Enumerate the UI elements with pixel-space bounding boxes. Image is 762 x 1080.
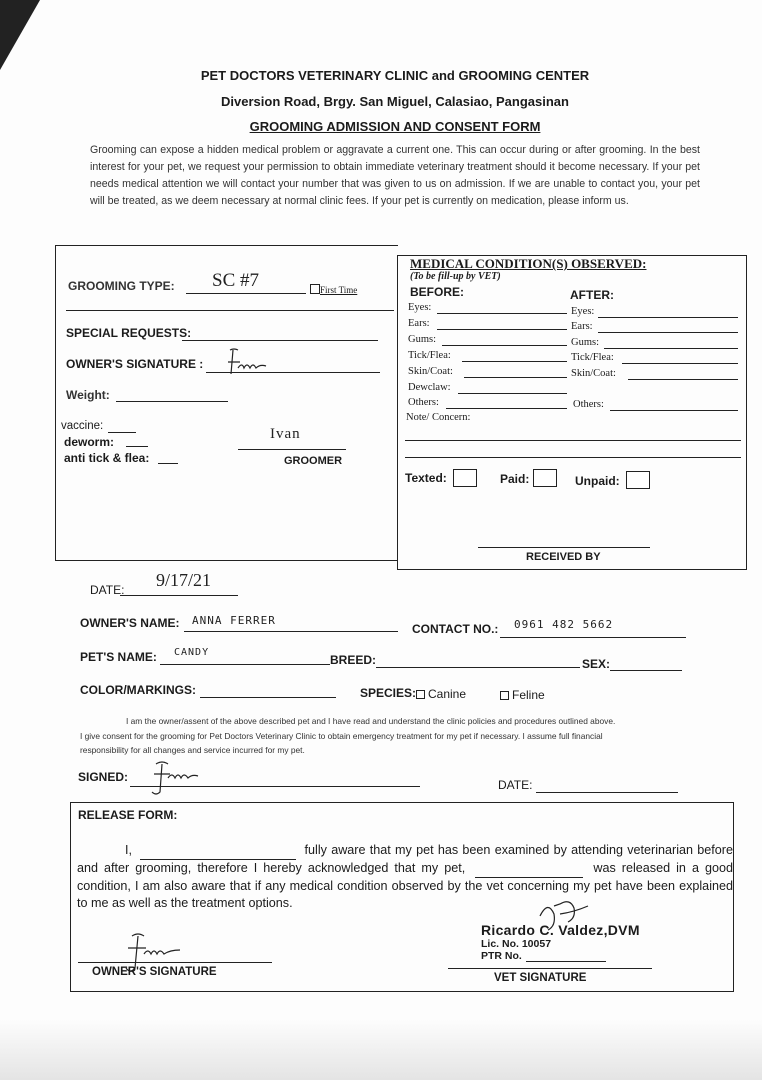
date-value: 9/17/21: [156, 570, 212, 590]
before-others-label: Others:: [408, 397, 439, 408]
before-ears-label: Ears:: [408, 318, 430, 329]
grooming-type-value: SC #7: [212, 270, 259, 291]
canine-checkbox[interactable]: [416, 690, 425, 699]
scan-corner-shadow: [0, 0, 40, 70]
weight-label: Weight:: [66, 388, 110, 402]
grooming-extra-line: [66, 310, 394, 311]
owner-signature-scribble: [220, 346, 270, 378]
feline-label: Feline: [512, 688, 545, 702]
after-ears-line[interactable]: [598, 332, 738, 333]
sex-label: SEX:: [582, 657, 611, 671]
vet-ptr: PTR No.: [481, 950, 522, 962]
before-dewclaw-line[interactable]: [458, 393, 567, 394]
texted-label: Texted:: [405, 471, 447, 485]
before-eyes-line[interactable]: [437, 313, 567, 314]
vet-license: Lic. No. 10057: [481, 938, 552, 950]
consent-line-3: responsibility for all changes and service incurred for my pet.: [80, 745, 305, 755]
groomer-name: Ivan: [270, 426, 301, 442]
groomer-line[interactable]: [238, 449, 346, 450]
release-text-3: was released in a good condition, I am also aware that if any medical condition observed by the vet concerning my pet have been explained to me as well as the treatment options.: [77, 861, 734, 910]
date-label: DATE:: [90, 583, 125, 597]
intro-paragraph: Grooming can expose a hidden medical problem or aggravate a current one. This can occur during or after grooming. In the best interest for your pet, we request your permission to obtain immediate veterinary treatment should it become necessary. If your pet needs medical attention we will contact your number that was given to us on admission. If we are unable to contact you, your pet will be treated, as we deem necessary at normal clinic fees. If your pet is currently on medication, please inform us.: [90, 144, 700, 207]
canine-option[interactable]: [416, 687, 466, 701]
deworm-line[interactable]: [126, 446, 148, 447]
owner-name-value: ANNA FERRER: [192, 614, 276, 627]
vet-signature-line[interactable]: [448, 968, 652, 969]
species-label: SPECIES:: [360, 686, 417, 700]
paid-label: Paid:: [500, 472, 530, 486]
before-dewclaw-label: Dewclaw:: [408, 382, 451, 393]
before-ears-line[interactable]: [437, 329, 567, 330]
contact-label: CONTACT NO.:: [412, 622, 499, 636]
before-others-line[interactable]: [446, 408, 567, 409]
owner-name-label: OWNER'S NAME:: [80, 616, 180, 630]
pet-name-line[interactable]: [160, 664, 330, 665]
after-tick-line[interactable]: [622, 363, 738, 364]
pet-name-value: CANDY: [174, 647, 210, 658]
consent-date-label: DATE:: [498, 778, 533, 792]
clinic-name: PET DOCTORS VETERINARY CLINIC and GROOMING CENTER: [200, 68, 590, 83]
owner-signature-label: OWNER'S SIGNATURE :: [66, 357, 204, 371]
release-form-title: RELEASE FORM:: [78, 808, 178, 822]
groomer-label: GROOMER: [284, 455, 343, 467]
first-time-checkbox[interactable]: [310, 284, 320, 294]
vaccine-label: vaccine:: [61, 420, 104, 432]
release-owner-blank[interactable]: [140, 842, 296, 860]
before-gums-line[interactable]: [442, 345, 567, 346]
paid-checkbox[interactable]: [533, 469, 557, 487]
after-gums-line[interactable]: [604, 348, 738, 349]
after-eyes-label: Eyes:: [571, 306, 595, 317]
after-skin-line[interactable]: [628, 379, 738, 380]
signed-label: SIGNED:: [78, 770, 129, 784]
feline-checkbox[interactable]: [500, 691, 509, 700]
special-requests-line[interactable]: [182, 340, 378, 341]
release-paragraph: [77, 842, 733, 912]
vet-signature-label: VET SIGNATURE: [494, 972, 587, 984]
medical-subtitle: (To be fill-up by VET): [410, 271, 501, 282]
owner-signature-release-line[interactable]: [78, 962, 272, 963]
release-pet-blank[interactable]: [475, 860, 583, 878]
after-tick-label: Tick/Flea:: [571, 352, 614, 363]
anti-tick-line[interactable]: [158, 463, 178, 464]
anti-tick-label: anti tick & flea:: [64, 451, 150, 465]
vet-name: Ricardo C. Valdez,DVM: [481, 922, 640, 938]
medical-title: MEDICAL CONDITION(S) OBSERVED:: [410, 256, 647, 271]
clinic-address: Diversion Road, Brgy. San Miguel, Calasiao, Pangasinan: [221, 94, 569, 109]
note-concern-label: Note/ Concern:: [406, 412, 471, 423]
breed-line[interactable]: [376, 667, 580, 668]
owner-signature-release-label: OWNER'S SIGNATURE: [92, 966, 217, 978]
contact-line[interactable]: [500, 637, 686, 638]
received-by-label: RECEIVED BY: [526, 551, 601, 563]
signed-signature-scribble: [148, 758, 200, 798]
after-skin-label: Skin/Coat:: [571, 368, 616, 379]
owner-name-line[interactable]: [184, 631, 398, 632]
before-skin-label: Skin/Coat:: [408, 366, 453, 377]
consent-date-line[interactable]: [536, 792, 678, 793]
vaccine-line[interactable]: [108, 432, 136, 433]
received-by-line[interactable]: [478, 547, 650, 548]
date-line[interactable]: [120, 595, 238, 596]
before-gums-label: Gums:: [408, 334, 437, 345]
after-others-label: Others:: [573, 399, 604, 410]
before-eyes-label: Eyes:: [408, 302, 432, 313]
note-line-2[interactable]: [405, 457, 741, 458]
before-skin-line[interactable]: [464, 377, 567, 378]
after-eyes-line[interactable]: [598, 317, 738, 318]
after-gums-label: Gums:: [571, 337, 600, 348]
grooming-type-label: GROOMING TYPE:: [68, 279, 175, 293]
canine-label: Canine: [428, 687, 467, 701]
weight-line[interactable]: [116, 401, 228, 402]
release-text-i: I,: [125, 843, 132, 857]
deworm-label: deworm:: [64, 435, 115, 449]
contact-value: 0961 482 5662: [514, 618, 614, 631]
sex-line[interactable]: [610, 670, 682, 671]
unpaid-label: Unpaid:: [575, 474, 620, 488]
special-requests-label: SPECIAL REQUESTS:: [66, 326, 192, 340]
pet-name-label: PET'S NAME:: [80, 650, 157, 664]
before-tick-label: Tick/Flea:: [408, 350, 451, 361]
consent-line-2: I give consent for the grooming for Pet Doctors Veterinary Clinic to obtain emergency treatment for my pet if necessary. I assume full financial: [80, 731, 603, 741]
first-time-label: First Time: [320, 285, 358, 295]
breed-label: BREED:: [330, 653, 377, 667]
form-title: GROOMING ADMISSION AND CONSENT FORM: [249, 119, 541, 134]
color-markings-label: COLOR/MARKINGS:: [80, 683, 196, 697]
color-markings-line[interactable]: [200, 697, 336, 698]
unpaid-checkbox[interactable]: [626, 471, 650, 489]
consent-line-1: I am the owner/assent of the above described pet and I have read and understand the clinic policies and procedures outlined above.: [126, 716, 616, 726]
before-label: BEFORE:: [410, 285, 464, 299]
feline-option[interactable]: [500, 688, 545, 702]
release-text-2: fully aware that my pet has been examined by attending veterinarian before and after grooming, therefore I hereby acknowledged that my pet,: [77, 843, 733, 875]
texted-checkbox[interactable]: [453, 469, 477, 487]
vet-ptr-line[interactable]: [526, 961, 606, 962]
scan-bottom-shadow: [0, 1020, 762, 1080]
after-others-line[interactable]: [610, 410, 738, 411]
note-line-1[interactable]: [405, 440, 741, 441]
before-tick-line[interactable]: [462, 361, 567, 362]
after-ears-label: Ears:: [571, 321, 593, 332]
after-label: AFTER:: [570, 288, 614, 302]
grooming-type-line[interactable]: [186, 293, 306, 294]
